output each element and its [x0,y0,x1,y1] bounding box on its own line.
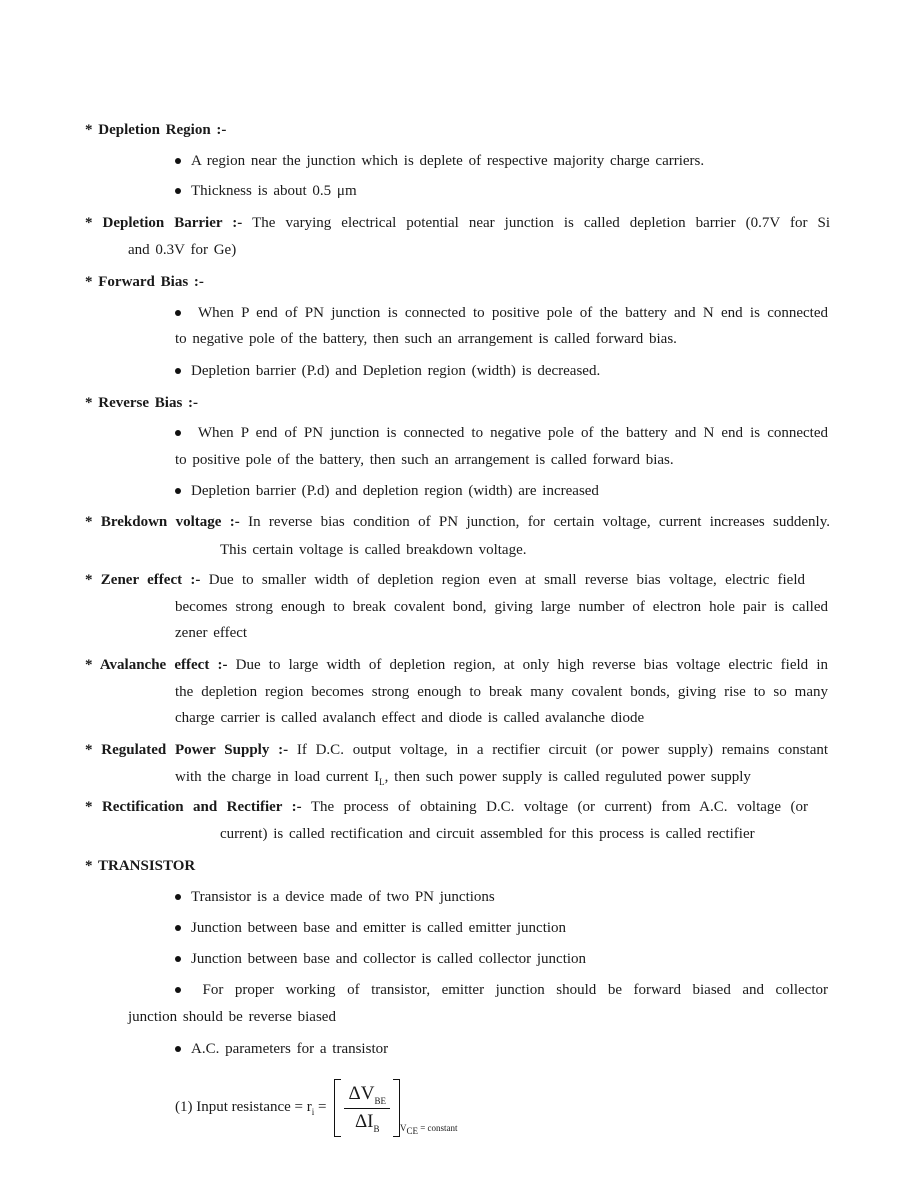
paragraph-rectification [85,798,808,816]
text: A.C. parameters for a transistor [191,1041,389,1057]
bullet-icon [175,925,181,931]
list-item [175,1040,388,1058]
bullet-icon [175,894,181,900]
heading-depletion-region: * Depletion Region :- [85,122,227,138]
bullet-icon [175,158,181,164]
heading-reverse-bias: * Reverse Bias :- [85,395,199,411]
text: charge carrier is called avalanch effect and diode is called avalanche diode [175,710,645,726]
text: , then such power supply is called reguluted power supply [384,769,751,785]
list-item [175,182,357,200]
heading-regulated: * Regulated Power Supply :- [85,742,289,758]
subscript: L [379,777,385,787]
text: In reverse bias condition of PN junction, for certain voltage, current increases suddenly. [248,514,830,530]
text: Junction between base and collector is called collector junction [191,951,587,967]
list-item [175,304,828,322]
bullet-icon [175,987,181,993]
text [175,768,751,791]
heading-transistor: * TRANSISTOR [85,858,196,874]
heading-depletion-barrier: * Depletion Barrier :- [85,215,243,231]
text: to negative pole of the battery, then such an arrangement is called forward bias. [175,331,677,347]
text: Transistor is a device made of two PN junctions [191,889,495,905]
bullet-icon [175,956,181,962]
subscript: CE [406,1126,418,1136]
paragraph-breakdown [85,513,830,531]
denominator [355,1109,380,1134]
text: and 0.3V for Ge) [128,242,237,258]
heading-zener: * Zener effect :- [85,572,201,588]
text: = constant [420,1123,458,1134]
text: For proper working of transistor, emitter junction should be forward biased and collector [202,982,828,998]
text: the depletion region becomes strong enough to break many covalent bonds, giving rise to so many [175,684,828,700]
bullet-icon [175,368,181,374]
formula-label [175,1099,326,1117]
text: ΔI [354,1110,374,1132]
bullet-icon [175,430,181,436]
paragraph-zener [85,571,805,589]
list-item [175,950,586,968]
paragraph-regulated [85,741,828,759]
heading-rectification: * Rectification and Rectifier :- [85,799,302,815]
numerator [344,1083,389,1109]
text: If D.C. output voltage, in a rectifier circuit (or power supply) remains constant [296,742,828,758]
subscript: B [373,1123,380,1134]
text: Depletion barrier (P.d) and depletion region (width) are increased [191,483,599,499]
text: Due to large width of depletion region, at only high reverse bias voltage electric field in [235,657,828,673]
input-resistance-formula [175,1078,458,1138]
bullet-icon [175,188,181,194]
list-item [175,482,599,500]
paragraph-depletion-barrier [85,214,830,232]
heading-breakdown: * Brekdown voltage :- [85,514,240,530]
text: Junction between base and emitter is called emitter junction [191,920,567,936]
list-item [175,362,600,380]
list-item [175,888,495,906]
subscript: i [311,1107,315,1117]
heading-avalanche: * Avalanche effect :- [85,657,228,673]
text: A region near the junction which is deplete of respective majority charge carriers. [191,153,705,169]
text: The process of obtaining D.C. voltage (or current) from A.C. voltage (or [310,799,808,815]
heading-forward-bias: * Forward Bias :- [85,274,204,290]
text: V [399,1123,407,1134]
text: becomes strong enough to break covalent bond, giving large number of electron hole pair is called [175,599,828,615]
bracketed-fraction [334,1083,399,1134]
text: ΔV [348,1082,375,1104]
bullet-icon [175,1046,181,1052]
text: (1) Input resistance = r [175,1099,312,1115]
list-item [175,152,704,170]
list-item [175,919,566,937]
text: This certain voltage is called breakdown voltage. [220,542,527,558]
text: current) is called rectification and circuit assembled for this process is called rectifier [220,826,755,842]
text: junction should be reverse biased [128,1009,336,1025]
text: to positive pole of the battery, then such an arrangement is called forward bias. [175,452,674,468]
list-item [175,424,828,442]
equals: = [318,1099,327,1115]
text: Depletion barrier (P.d) and Depletion region (width) is decreased. [191,363,601,379]
text: Thickness is about 0.5 μm [191,183,357,199]
text: Due to smaller width of depletion region even at small reverse bias voltage, electric field [208,572,805,588]
list-item [175,981,828,999]
subscript: BE [374,1095,386,1106]
formula-condition [400,1123,458,1136]
bullet-icon [175,310,181,316]
text: When P end of PN junction is connected to negative pole of the battery and N end is connected [197,425,828,441]
text: with the charge in load current I [175,769,380,785]
text: The varying electrical potential near junction is called depletion barrier (0.7V for Si [252,215,830,231]
text: zener effect [175,625,248,641]
bullet-icon [175,488,181,494]
text: When P end of PN junction is connected to positive pole of the battery and N end is connected [198,305,828,321]
paragraph-avalanche [85,656,828,674]
